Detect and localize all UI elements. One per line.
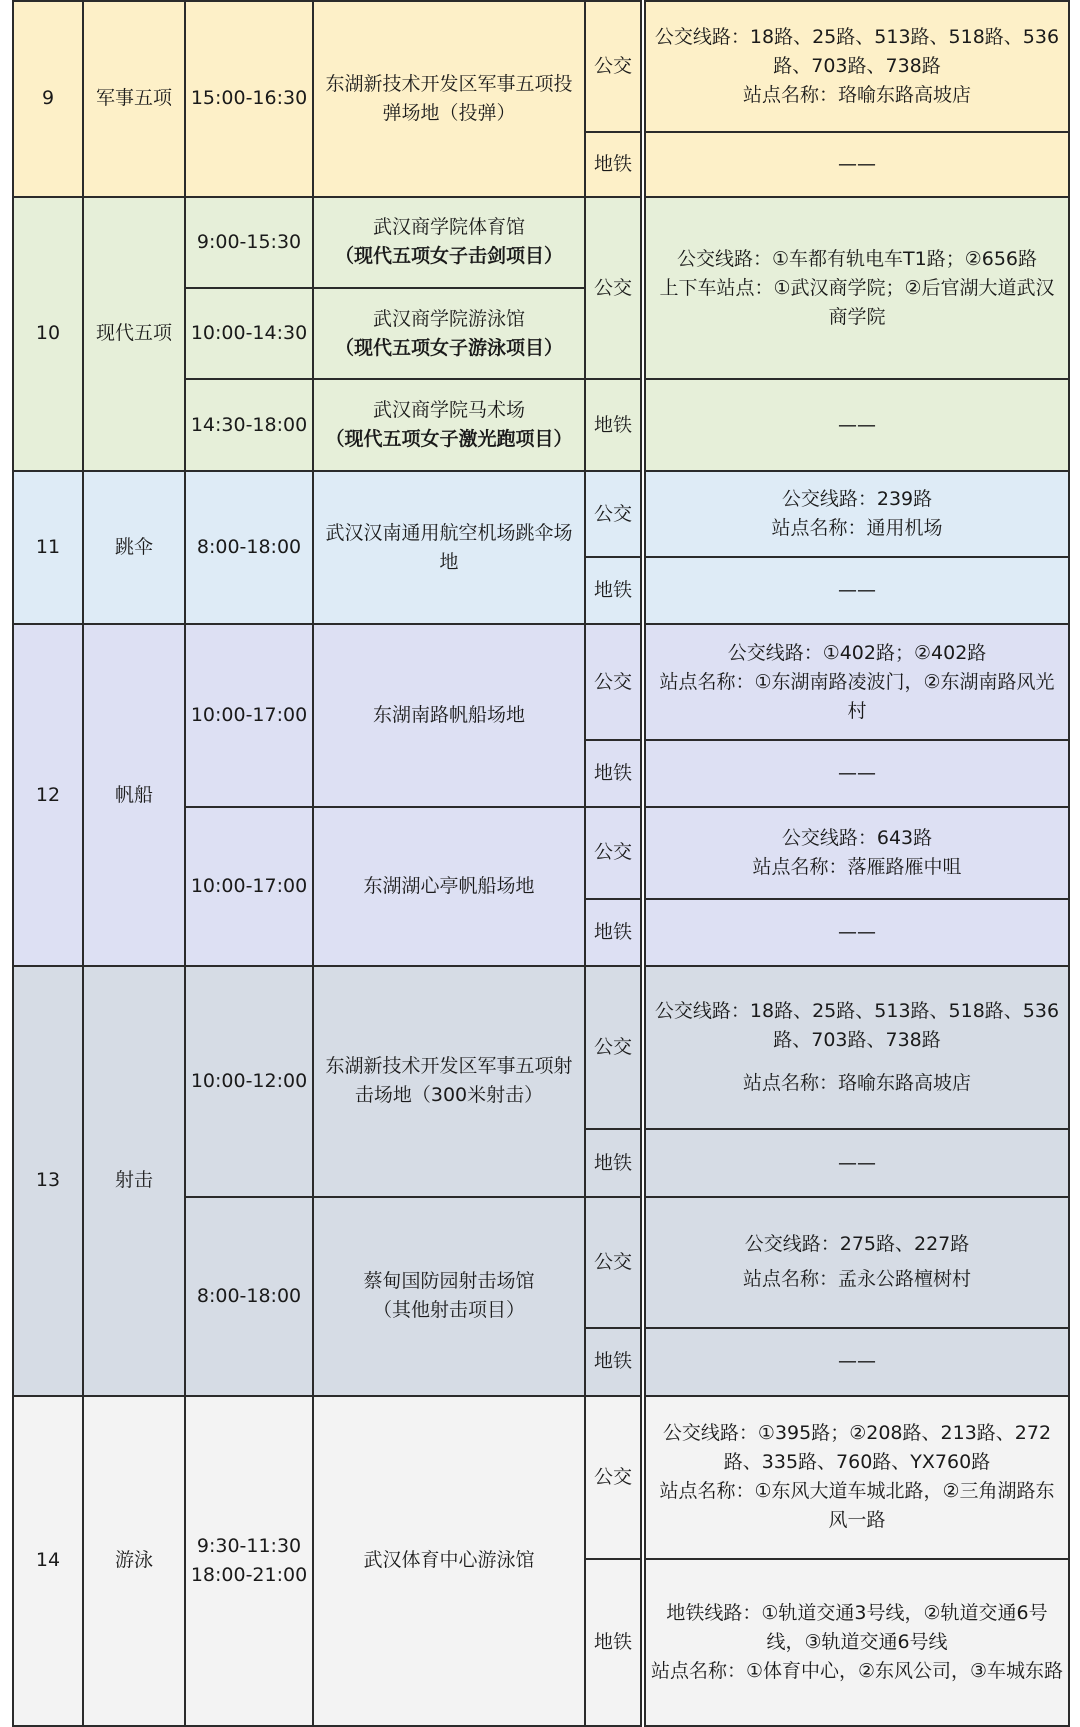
bus-label: 公交 [585,966,643,1130]
venue-transport-table [12,0,1070,1727]
bus-lines: 公交线路：①402路；②402路 [727,641,987,664]
metro-label: 地铁 [585,1129,643,1196]
bus-lines: 公交线路：①395路；②208路、213路、272路、335路、760路、YX760路 [662,1422,1052,1474]
metro-label: 地铁 [585,899,643,966]
metro-stop: 站点名称：①体育中心，②东风公司，③车城东路 [650,1660,1064,1683]
table-row-10 [13,197,1069,288]
venue-title: 武汉商学院游泳馆 [372,307,525,330]
bus-lines: 公交线路：239路 [781,488,933,511]
row-number: 14 [13,1396,83,1726]
venue-event-note: （现代五项女子游泳项目） [334,336,563,359]
sport-name: 游泳 [83,1396,185,1726]
bus-info [643,1396,1069,1560]
table-row-11 [13,471,1069,557]
venue-event-note: （现代五项女子击剑项目） [334,245,563,268]
time-slot: 8:00-18:00 [185,471,313,625]
venue-name: 武汉体育中心游泳馆 [313,1396,585,1726]
bus-stop: 站点名称：①东风大道车城北路，②三角湖路东风一路 [659,1480,1055,1532]
metro-info: —— [643,740,1069,807]
table-row-12 [13,624,1069,739]
bus-stop: 站点名称：通用机场 [771,517,943,540]
venue-event-note: （其他射击项目） [372,1299,525,1322]
row-number: 11 [13,471,83,625]
venue-name: 东湖新技术开发区军事五项投弹场地（投弹） [313,1,585,197]
metro-info [643,1559,1069,1726]
metro-info: —— [643,899,1069,966]
time-slot [185,1396,313,1726]
metro-info: —— [643,557,1069,624]
bus-label: 公交 [585,1396,643,1560]
bus-lines: 公交线路：275路、227路 [744,1233,970,1256]
metro-label: 地铁 [585,1559,643,1726]
metro-label: 地铁 [585,379,643,470]
time-slot: 9:00-15:30 [185,197,313,288]
venue-name: 东湖新技术开发区军事五项射击场地（300米射击） [313,966,585,1197]
bus-info [643,966,1069,1130]
time-slot: 15:00-16:30 [185,1,313,197]
bus-stop: 站点名称：孟永公路檀树村 [742,1268,971,1291]
time-slot: 10:00-12:00 [185,966,313,1197]
metro-label: 地铁 [585,740,643,807]
table-row-14 [13,1396,1069,1560]
bus-info [643,1,1069,132]
venue-name: 武汉汉南通用航空机场跳伞场地 [313,471,585,625]
metro-label: 地铁 [585,557,643,624]
time-slot: 10:00-17:00 [185,624,313,807]
bus-info [643,1197,1069,1329]
metro-label: 地铁 [585,132,643,197]
bus-stop: 站点名称：珞喻东路高坡店 [742,83,971,106]
time-slot: 10:00-17:00 [185,807,313,966]
venue-event-note: （现代五项女子激光跑项目） [325,428,573,451]
time-slot: 14:30-18:00 [185,379,313,470]
venue-title: 蔡甸国防园射击场馆 [363,1270,535,1293]
bus-lines: 公交线路：18路、25路、513路、518路、536路、703路、738路 [654,1000,1060,1052]
venue-name [313,1197,585,1396]
row-number: 10 [13,197,83,471]
row-number: 12 [13,624,83,965]
bus-stop: 站点名称：①东湖南路凌波门，②东湖南路风光村 [659,670,1055,722]
bus-label: 公交 [585,471,643,557]
bus-label: 公交 [585,624,643,739]
bus-label: 公交 [585,1,643,132]
time-slot: 8:00-18:00 [185,1197,313,1396]
sport-name: 射击 [83,966,185,1396]
metro-info: —— [643,1328,1069,1395]
bus-lines: 公交线路：643路 [781,826,933,849]
metro-info: —— [643,379,1069,470]
bus-label: 公交 [585,197,643,380]
bus-info [643,807,1069,898]
time-slot: 10:00-14:30 [185,288,313,379]
table-row-9 [13,1,1069,132]
venue-name: 东湖湖心亭帆船场地 [313,807,585,966]
bus-label: 公交 [585,1197,643,1329]
time-evening: 18:00-21:00 [190,1563,308,1586]
metro-info: —— [643,132,1069,197]
bus-stop: 站点名称：珞喻东路高坡店 [742,1072,971,1095]
venue-name [313,288,585,379]
metro-info: —— [643,1129,1069,1196]
venue-name [313,197,585,288]
bus-lines: 公交线路：18路、25路、513路、518路、536路、703路、738路 [654,25,1060,77]
table-row-13 [13,966,1069,1130]
venue-title: 武汉商学院体育馆 [372,216,525,239]
row-number: 9 [13,1,83,197]
metro-lines: 地铁线路：①轨道交通3号线，②轨道交通6号线，③轨道交通6号线 [666,1602,1048,1654]
venue-name [313,379,585,470]
row-number: 13 [13,966,83,1396]
bus-lines: 公交线路：①车都有轨电车T1路；②656路 [676,247,1038,270]
sport-name: 军事五项 [83,1,185,197]
bus-info [643,471,1069,557]
bus-label: 公交 [585,807,643,898]
bus-stop: 站点名称：落雁路雁中咀 [752,855,962,878]
venue-title: 武汉商学院马术场 [372,399,525,422]
bus-info [643,197,1069,380]
time-morning: 9:30-11:30 [196,1534,302,1557]
bus-stop: 上下车站点：①武汉商学院；②后官湖大道武汉商学院 [659,276,1055,328]
metro-label: 地铁 [585,1328,643,1395]
sport-name: 跳伞 [83,471,185,625]
sport-name: 帆船 [83,624,185,965]
venue-name: 东湖南路帆船场地 [313,624,585,807]
sport-name: 现代五项 [83,197,185,471]
bus-info [643,624,1069,739]
